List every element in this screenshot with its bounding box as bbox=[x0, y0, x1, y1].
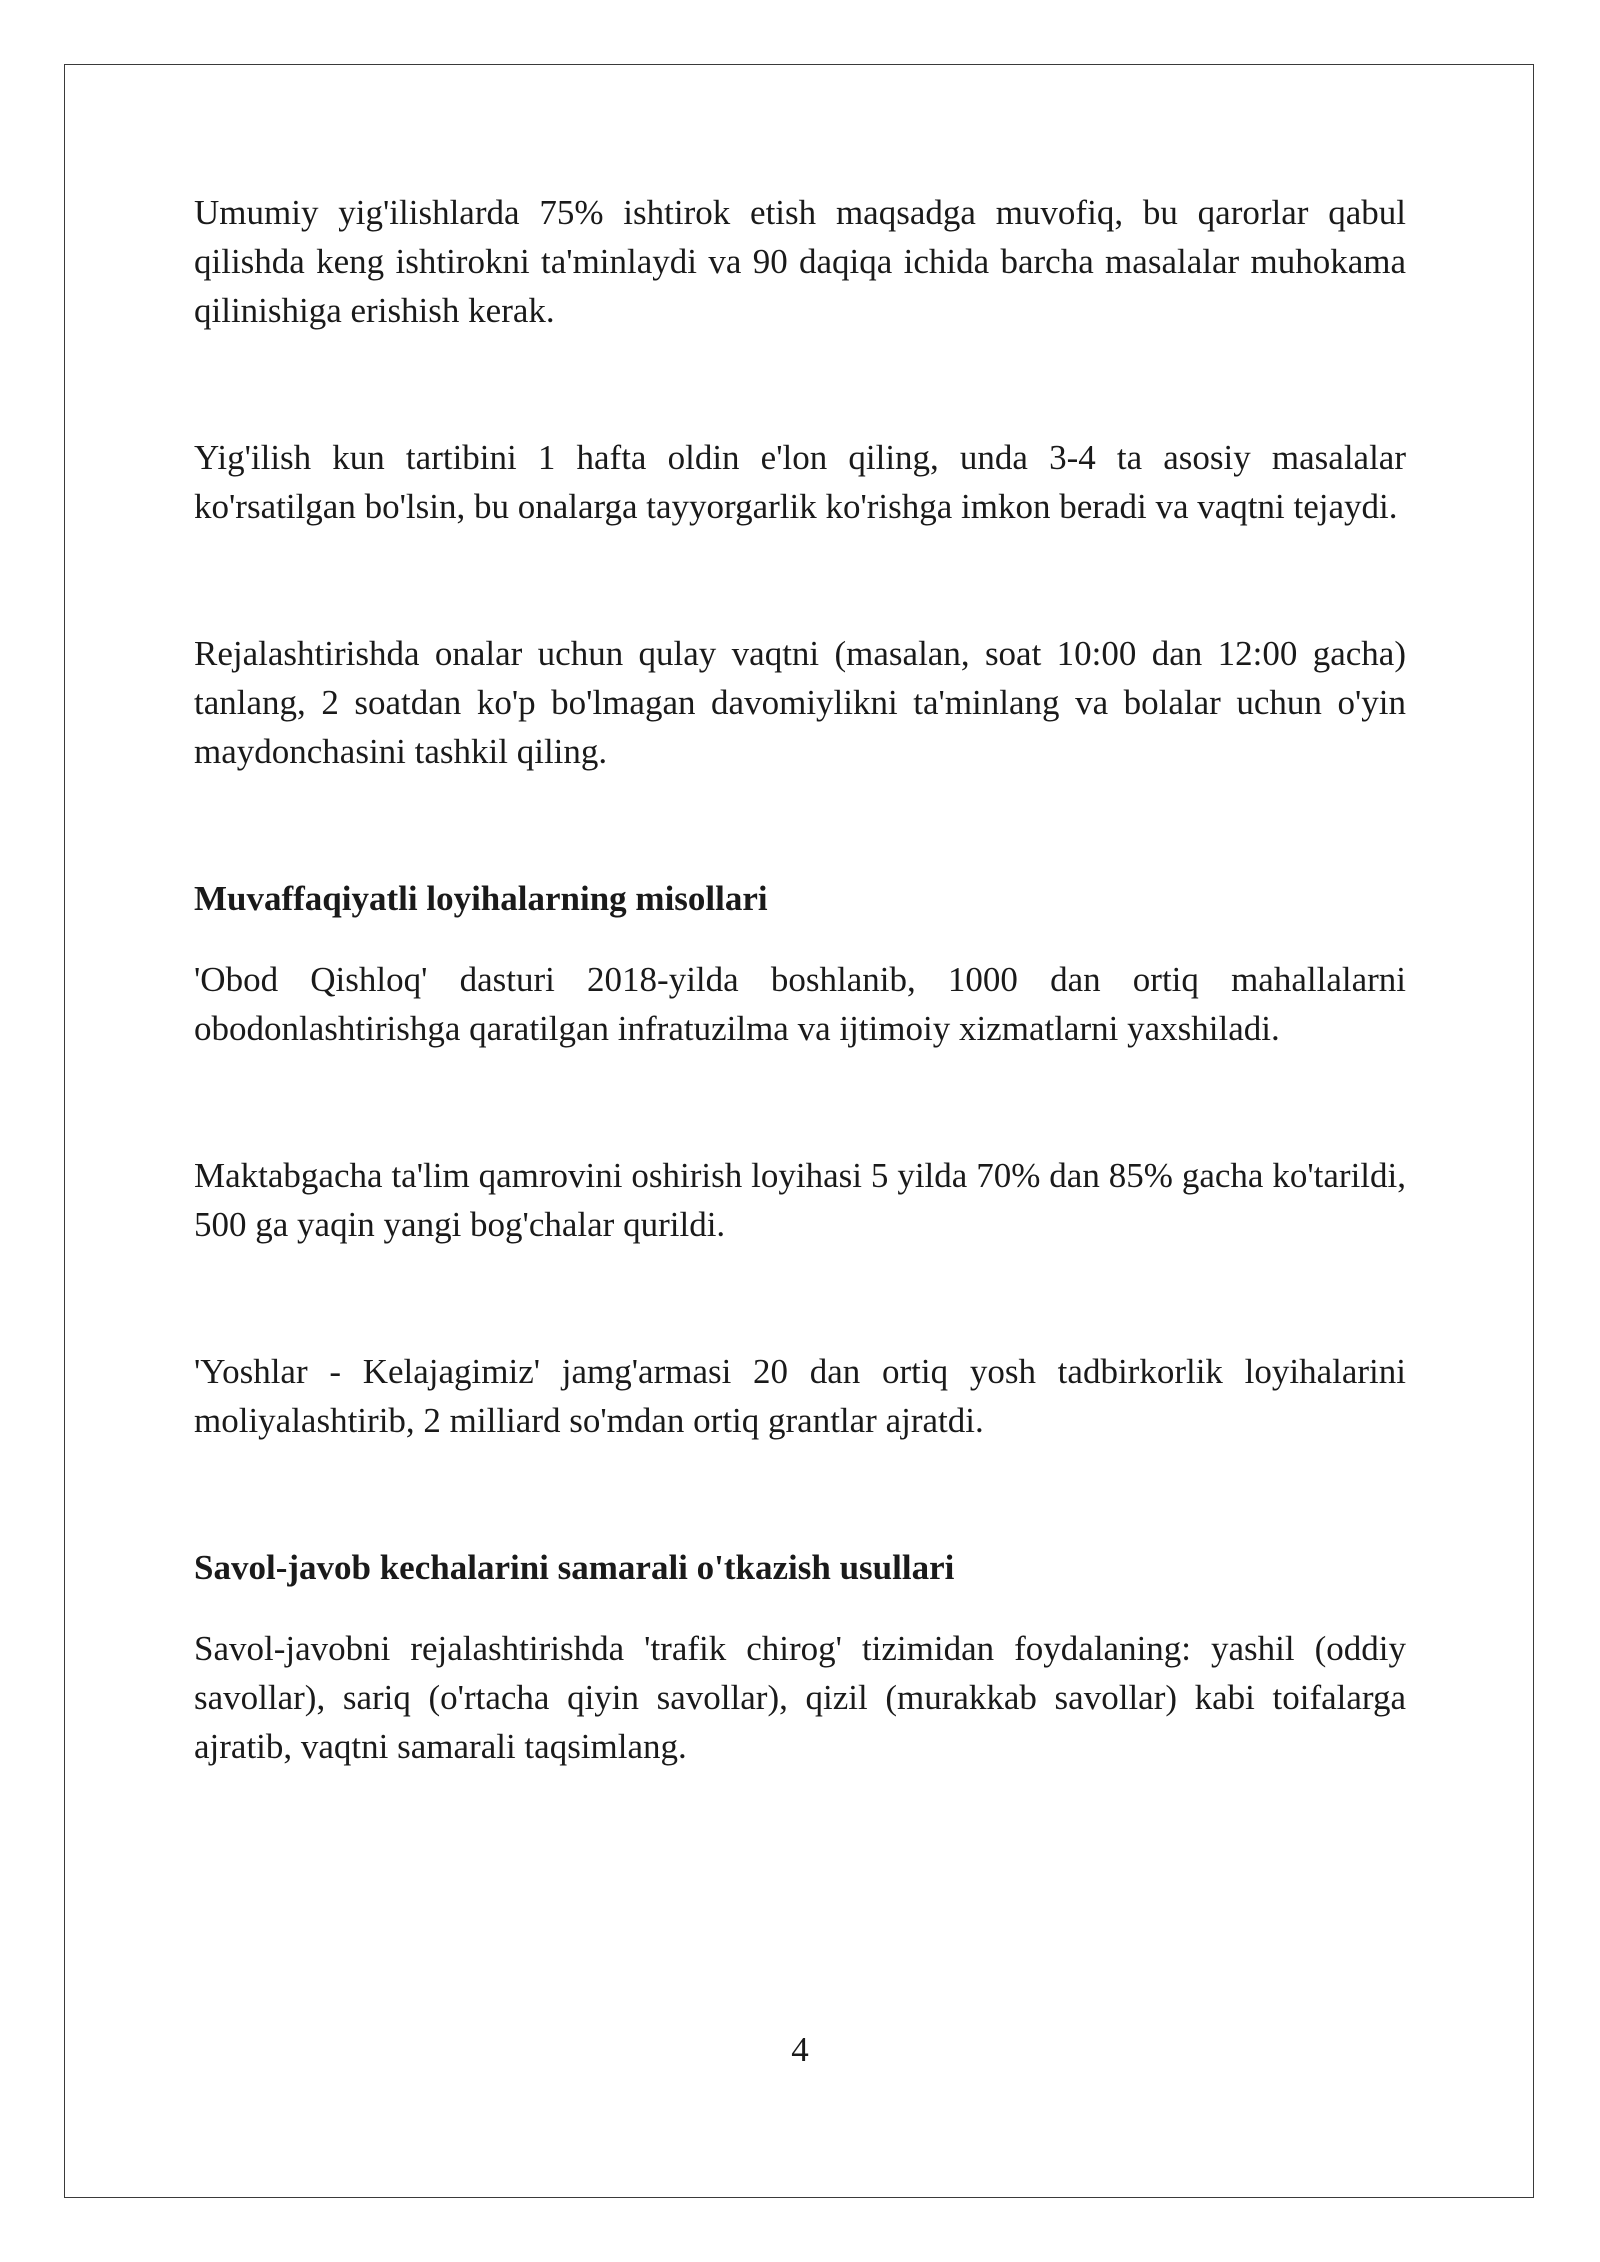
paragraph-preschool: Maktabgacha ta'lim qamrovini oshirish loyihasi 5 yilda 70% dan 85% gacha ko'tarildi, 500 ga yaqin yangi bog'chalar qurildi. bbox=[194, 1156, 1406, 1244]
paragraph-youth-fund: 'Yoshlar - Kelajagimiz' jamg'armasi 20 dan ortiq yosh tadbirkorlik loyihalarini moliyalashtirib, 2 milliard so'mdan ortiq grantlar ajratdi. bbox=[194, 1352, 1406, 1440]
paragraph-obod-qishloq: 'Obod Qishloq' dasturi 2018-yilda boshlanib, 1000 dan ortiq mahallalarni obodonlashtirishga qaratilgan infratuzilma va ijtimoiy xizmatlarni yaxshiladi. bbox=[194, 960, 1406, 1048]
paragraph-scheduling: Rejalashtirishda onalar uchun qulay vaqtni (masalan, soat 10:00 dan 12:00 gacha) tanlang, 2 soatdan ko'p bo'lmagan davomiylikni ta'minlang va bolalar uchun o'yin maydonchasini tashkil qiling. bbox=[194, 634, 1406, 771]
document-body bbox=[194, 188, 1406, 1771]
paragraph-agenda: Yig'ilish kun tartibini 1 hafta oldin e'lon qiling, unda 3-4 ta asosiy masalalar ko'rsatilgan bo'lsin, bu onalarga tayyorgarlik ko'rishga imkon beradi va vaqtni tejaydi. bbox=[194, 438, 1406, 526]
paragraph-attendance: Umumiy yig'ilishlarda 75% ishtirok etish maqsadga muvofiq, bu qarorlar qabul qilishda keng ishtirokni ta'minlaydi va 90 daqiqa ichida barcha masalalar muhokama qilinishiga erishish kerak. bbox=[194, 193, 1406, 330]
section-heading-qa: Savol-javob kechalarini samarali o'tkazish usullari bbox=[194, 1548, 955, 1587]
section-heading-projects: Muvaffaqiyatli loyihalarning misollari bbox=[194, 879, 768, 918]
page-number: 4 bbox=[791, 2030, 809, 2069]
paragraph-traffic-light: Savol-javobni rejalashtirishda 'trafik chirog' tizimidan foydalaning: yashil (oddiy savollar), sariq (o'rtacha qiyin savollar), qizil (murakkab savollar) kabi toifalarga ajratib, vaqtni samarali taqsimlang. bbox=[194, 1629, 1406, 1766]
